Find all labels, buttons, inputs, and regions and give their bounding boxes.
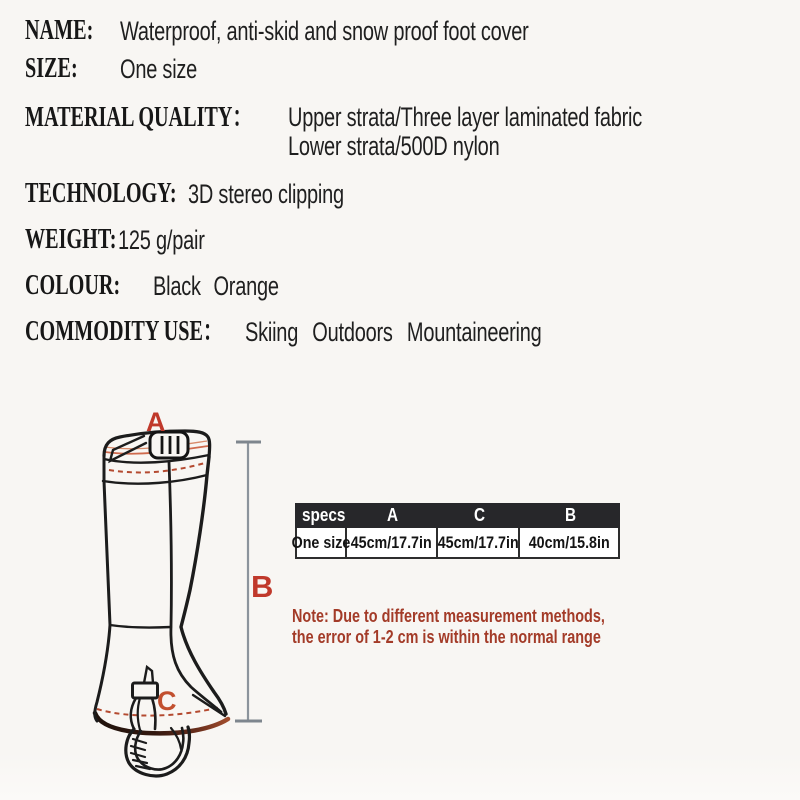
instep-strap (126, 667, 190, 776)
spec-row-size (25, 53, 198, 84)
header-cell-specs: specs (302, 505, 346, 525)
gaiter-outline (95, 431, 226, 721)
spec-row-technology (25, 178, 344, 209)
gaiter-line-drawing (70, 408, 280, 800)
spec-row-name (25, 15, 529, 46)
spec-label-name: NAME: (25, 15, 94, 46)
spec-label-commodity-use: COMMODITY USE： (25, 316, 224, 347)
strap-buckle (133, 683, 158, 698)
cell-measure-c: 45cm/17.7in (438, 528, 520, 557)
label-c: C (157, 686, 177, 716)
spec-value-name: Waterproof, anti-skid and snow proof foot cover (120, 16, 529, 46)
strap-tab (144, 667, 153, 683)
header-cell-c: C (473, 505, 485, 525)
spec-value-size: One size (120, 54, 198, 84)
spec-label-material-quality: MATERIAL QUALITY： (25, 102, 253, 133)
cell-size-name: One size (297, 528, 347, 557)
spec-label-technology: TECHNOLOGY: (25, 178, 177, 209)
material-value-line-2: Lower strata/500D nylon (288, 131, 500, 161)
table-header-row (295, 503, 620, 528)
cell-measure-b: 40cm/15.8in (528, 532, 610, 552)
spec-row-colour (25, 270, 279, 301)
header-cell-a: A (386, 505, 399, 525)
table-data-row (291, 528, 620, 559)
spec-value-material-quality (288, 103, 642, 161)
material-value-line-1: Upper strata/Three layer laminated fabric (288, 102, 643, 132)
note-line-1: Note: Due to different measurement methods, (292, 606, 605, 626)
spec-row-material-quality (25, 102, 643, 161)
note-line-2: the error of 1-2 cm is within the normal range (292, 627, 601, 647)
spec-value-colour: Black Orange (153, 271, 279, 301)
cell-measure-a: 45cm/17.7in (347, 528, 438, 557)
spec-value-weight: 125 g/pair (118, 225, 205, 255)
strap-hatch-marks (131, 739, 150, 769)
label-b: B (251, 569, 274, 604)
spec-label-weight: WEIGHT: (25, 224, 117, 255)
header-cell-b: B (564, 505, 576, 525)
spec-label-size: SIZE: (25, 53, 78, 84)
size-table (291, 503, 620, 559)
note-text (292, 606, 683, 648)
spec-row-weight (25, 224, 205, 255)
label-a: A (146, 408, 166, 437)
spec-value-technology: 3D stereo clipping (188, 179, 344, 209)
spec-value-commodity-use: Skiing Outdoors Mountaineering (245, 317, 542, 347)
spec-row-commodity-use (25, 316, 542, 347)
spec-label-colour: COLOUR: (25, 270, 121, 301)
